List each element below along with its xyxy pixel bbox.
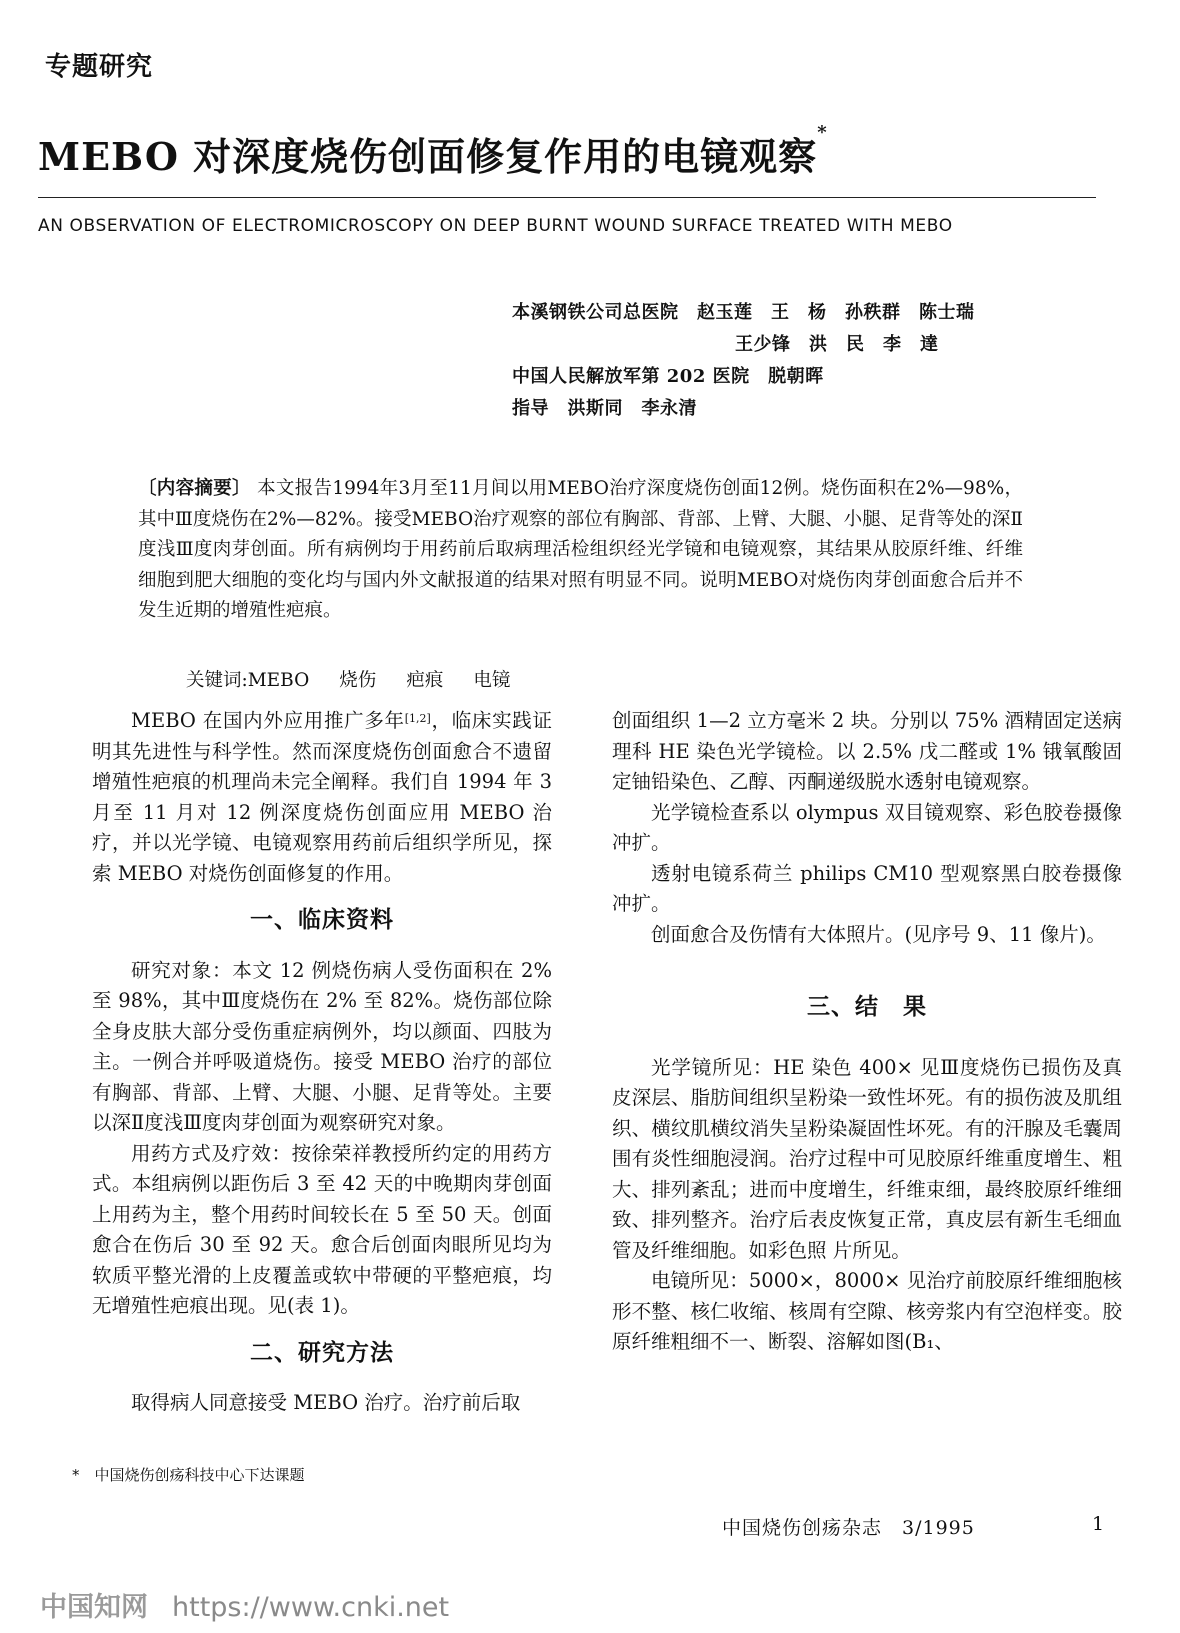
section-heading-methods: 二、研究方法 <box>250 1339 394 1366</box>
right-column <box>612 706 1122 1358</box>
article-title <box>38 122 828 181</box>
affiliation-line-3: 中国人民解放军第 202 医院 脱朝晖 <box>512 366 824 387</box>
paragraph-em-results: 电镜所见：5000×，8000× 见治疗前胶原纤维细胞核形不整、核仁收缩、核周有空隙、核旁浆内有空泡样变。胶原纤维粗细不一、断裂、溶解如图(B₁、 <box>612 1269 1122 1353</box>
section-heading-results: 三、结 果 <box>807 994 927 1020</box>
watermark-brand: 中国知网 <box>40 1592 148 1623</box>
citation-ref: [1,2] <box>404 712 431 725</box>
section-heading-clinical-data: 一、临床资料 <box>250 907 394 933</box>
paragraph-light-microscope: 光学镜检查系以 olympus 双目镜观察、彩色胶卷摄像冲扩。 <box>612 800 1122 854</box>
abstract <box>138 474 1023 627</box>
paragraph-study-subjects: 研究对象：本文 12 例烧伤病人受伤面积在 2% 至 98%，其中Ⅲ度烧伤在 2% 至 82%。烧伤部位除全身皮肤大部分受伤重症病例外，均以颜面、四肢为主。一例合并呼吸道烧伤。接受 MEBO 治疗的部位有胸部、背部、上臂、大腿、小腿、足背等处。主要以深Ⅱ度浅Ⅲ度肉芽创面为观察研究对象。 <box>92 958 552 1134</box>
left-column <box>92 706 552 1419</box>
abstract-text: 本文报告1994年3月至11月间以用MEBO治疗深度烧伤创面12例。烧伤面积在2%—98%，其中Ⅲ度烧伤在2%—82%。接受MEBO治疗观察的部位有胸部、背部、上臂、大腿、小腿、足背等处的深Ⅱ度浅Ⅲ度肉芽创面。所有病例均于用药前后取病理活检组织经光学镜和电镜观察，其结果从胶原纤维、纤维细胞到肥大细胞的变化均与国内外文献报道的结果对照有明显不同。说明MEBO对烧伤肉芽创面愈合后并不发生近期的增殖性疤痕。 <box>138 478 1023 621</box>
article-title-text: MEBO 对深度烧伤创面修复作用的电镜观察 <box>38 134 818 179</box>
affiliation-line-2: 王少锋 洪 民 李 達 <box>735 334 939 355</box>
affiliation-line-1: 本溪钢铁公司总医院 赵玉莲 王 杨 孙秩群 陈士瑞 <box>512 302 975 323</box>
paragraph-photos: 创面愈合及伤情有大体照片。(见序号 9、11 像片)。 <box>651 922 1106 946</box>
keyword-item: MEBO <box>247 670 310 691</box>
affiliation-line-4: 指导 洪斯同 李永清 <box>512 398 697 419</box>
paragraph-treatment: 用药方式及疗效：按徐荣祥教授所约定的用药方式。本组病例以距伤后 3 至 42 天的中晚期肉芽创面上用药为主，整个用药时间较长在 5 至 50 天。创面愈合在伤后 30 至 92 天。愈合后创面肉眼所见均为软质平整光滑的上皮覆盖或软中带硬的平整疤痕，均无增殖性疤痕出现。见(表 1)。 <box>92 1141 552 1317</box>
paragraph-methods-start: 取得病人同意接受 MEBO 治疗。治疗前后取 <box>131 1391 521 1414</box>
paragraph-electron-microscope: 透射电镜系荷兰 philips CM10 型观察黑白胶卷摄像冲扩。 <box>612 861 1122 915</box>
column-tag: 专题研究 <box>45 52 154 82</box>
journal-info: 中国烧伤创疡杂志 3/1995 <box>722 1517 975 1539</box>
abstract-label: 〔内容摘要〕 <box>138 478 251 499</box>
keyword-item: 电镜 <box>473 670 511 691</box>
cnki-watermark <box>40 1585 449 1624</box>
english-title: AN OBSERVATION OF ELECTROMICROSCOPY ON DEEP BURNT WOUND SURFACE TREATED WITH MEBO <box>38 216 953 236</box>
watermark-url[interactable]: https://www.cnki.net <box>172 1592 450 1623</box>
intro-text-end: ，临床实践证明其先进性与科学性。然而深度烧伤创面愈合不遗留增殖性疤痕的机理尚未完全阐释。我们自 1994 年 3 月至 11 月对 12 例深度烧伤创面应用 MEBO 治疗，并以光学镜、电镜观察用药前后组织学所见，探索 MEBO 对烧伤创面修复的作用。 <box>92 709 552 885</box>
keywords <box>186 666 540 692</box>
keyword-item: 疤痕 <box>406 670 444 691</box>
paragraph-light-results: 光学镜所见：HE 染色 400× 见Ⅲ度烧伤已损伤及真皮深层、脂肪间组织呈粉染一致性坏死。有的损伤波及肌组织、横纹肌横纹消失呈粉染凝固性坏死。有的汗腺及毛囊周围有炎性细胞浸润。治疗过程中可见胶原纤维重度增生、粗大、排列紊乱；进而中度增生，纤维束细，最终胶原纤维细致、排列整齐。治疗后表皮恢复正常，真皮层有新生毛细血管及纤维细胞。如彩色照 片所见。 <box>612 1055 1122 1262</box>
intro-text-start: MEBO 在国内外应用推广多年 <box>131 709 405 732</box>
title-divider <box>38 197 1096 198</box>
footnote: * 中国烧伤创疡科技中心下达课题 <box>72 1466 305 1484</box>
keyword-item: 烧伤 <box>339 670 377 691</box>
title-footnote-marker: * <box>817 122 828 143</box>
paragraph-methods-continued: 创面组织 1—2 立方毫米 2 块。分别以 75% 酒精固定送病理科 HE 染色光学镜检。以 2.5% 戊二醛或 1% 锇氧酸固定铀铅染色、乙醇、丙酮递级脱水透射电镜观察。 <box>612 709 1122 793</box>
intro-paragraph <box>92 706 552 889</box>
page-number: 1 <box>1092 1513 1105 1535</box>
keywords-label: 关键词: <box>186 670 248 691</box>
